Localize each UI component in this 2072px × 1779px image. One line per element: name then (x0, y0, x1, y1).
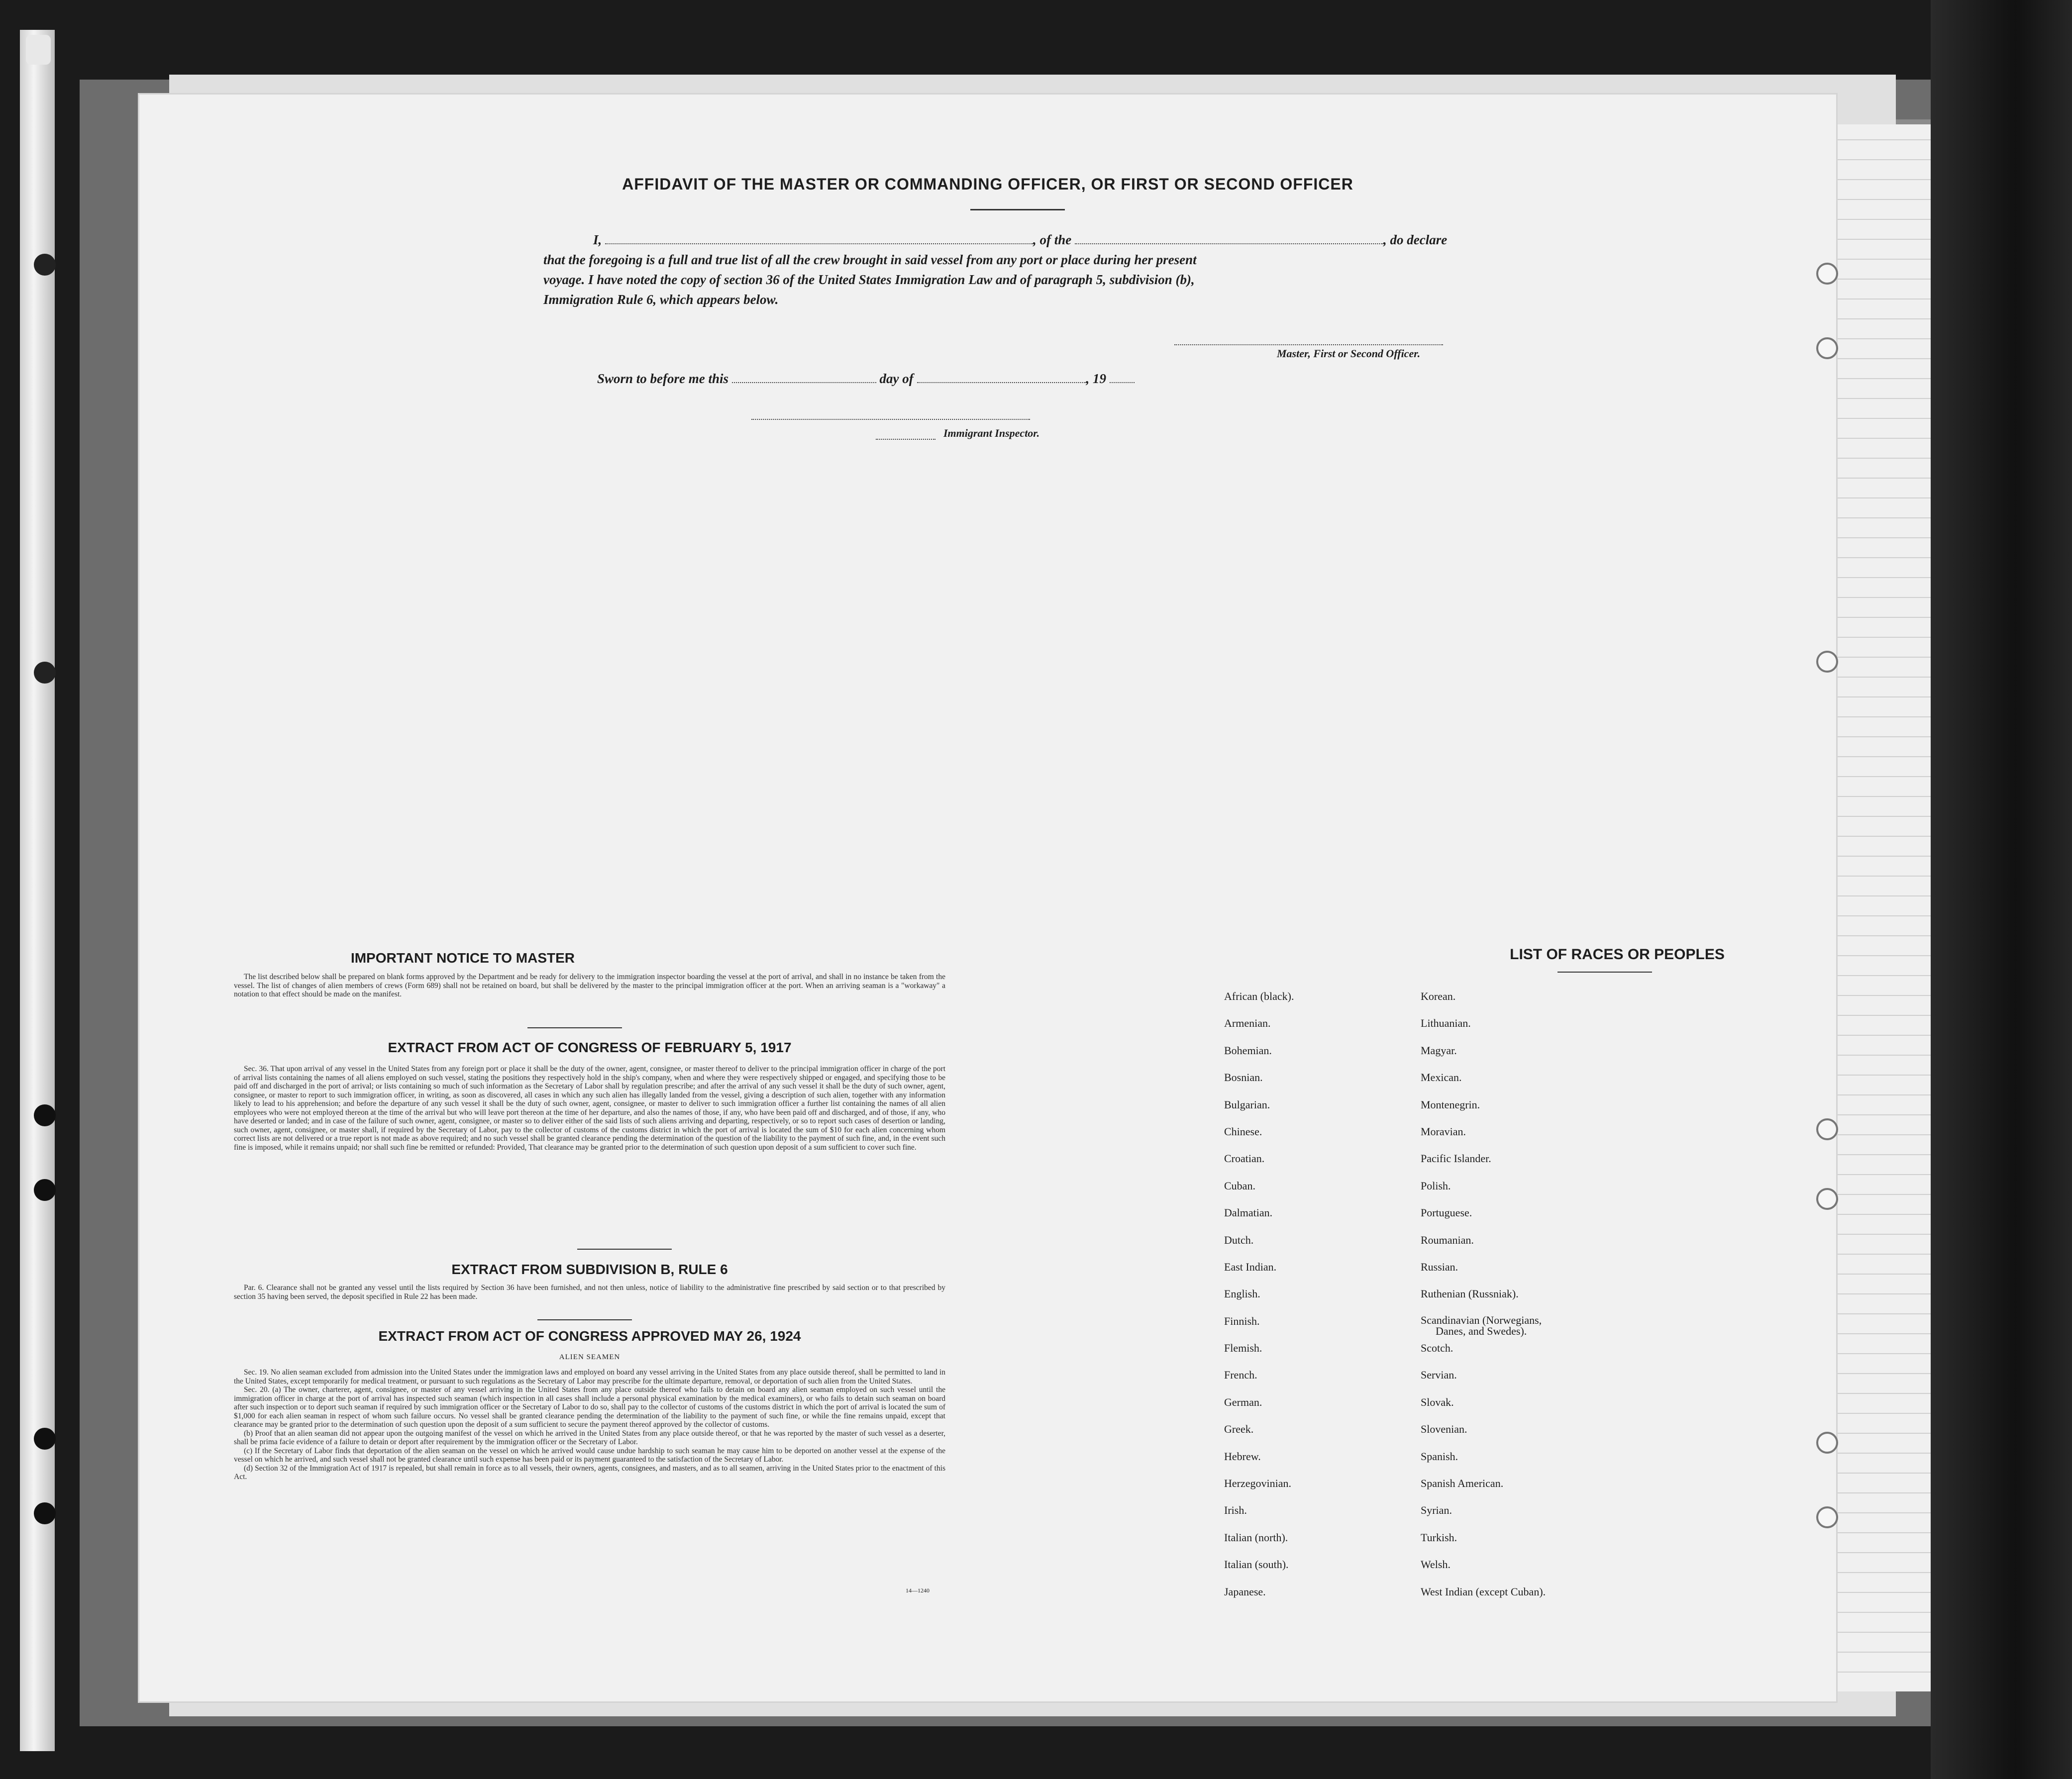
race-item: German. (1224, 1395, 1262, 1408)
races-title: LIST OF RACES OR PEOPLES (1510, 946, 1725, 963)
sec-20c-paragraph: (c) If the Secretary of Labor finds that deportation of the alien seaman on the vessel on which he arrived would cause undue hardship to such seaman he may cause him to be deported on another vessel at the expense of the vessel on which he arrived, and such vessel shall not be granted clearance until such expense has been paid or its payment guaranteed to the satisfaction of the Secretary of Labor. (234, 1446, 945, 1464)
extract-1917-title: EXTRACT FROM ACT OF CONGRESS OF FEBRUARY 5, 1917 (388, 1040, 792, 1055)
extract-1924-title: EXTRACT FROM ACT OF CONGRESS APPROVED MAY 26, 1924 (378, 1328, 801, 1344)
binder-hole (34, 1502, 56, 1524)
binder-tab (26, 35, 51, 65)
punch-hole (1816, 651, 1838, 673)
race-item: Lithuanian. (1421, 1017, 1471, 1030)
affidavit-line2: that the foregoing is a full and true list of all the crew brought in said vessel from any port or place during her present (543, 252, 1197, 267)
race-item: French. (1224, 1369, 1257, 1382)
race-item: Slovak. (1421, 1395, 1454, 1408)
year-label: , 19 (1086, 371, 1107, 386)
inspector-prefix-blank (876, 438, 935, 440)
race-item: Syrian. (1421, 1504, 1452, 1517)
affidavit-text (543, 230, 1504, 309)
punch-hole (1816, 1188, 1838, 1210)
sworn-month-blank[interactable] (917, 381, 1086, 383)
race-item: Scandinavian (Norwegians, (1421, 1313, 1542, 1326)
race-item: Spanish. (1421, 1450, 1458, 1463)
race-item: Scotch. (1421, 1342, 1453, 1355)
race-item: East Indian. (1224, 1260, 1277, 1273)
race-item-multiline (1421, 1315, 1546, 1342)
name-blank[interactable] (605, 242, 1033, 244)
race-item: Spanish American. (1421, 1477, 1504, 1490)
day-of-label: day of (879, 371, 914, 386)
sworn-year-blank[interactable] (1110, 381, 1135, 383)
section-rule (527, 1027, 622, 1028)
race-item: Korean. (1421, 990, 1456, 1002)
race-item: Bohemian. (1224, 1044, 1272, 1057)
race-item: Croatian. (1224, 1152, 1265, 1165)
sec-20b-paragraph: (b) Proof that an alien seaman did not appear upon the outgoing manifest of the vessel on which he arrived in the United States from any place outside thereof, or that he was reported by the master of such vessel as a deserter, shall be prima facie evidence of a failure to detain or deport after requirement by the immigration officer or the Secretary of Labor. (234, 1429, 945, 1446)
alien-seamen-subtitle: ALIEN SEAMEN (559, 1353, 621, 1361)
race-item: Japanese. (1224, 1585, 1266, 1598)
race-item: Dutch. (1224, 1233, 1254, 1246)
race-item: Bosnian. (1224, 1071, 1263, 1084)
affidavit-i: I, (593, 232, 602, 247)
title-rule (970, 209, 1065, 210)
race-item: Portuguese. (1421, 1206, 1472, 1219)
race-item-continued: Danes, and Swedes). (1436, 1324, 1527, 1337)
race-item: Italian (south). (1224, 1558, 1289, 1571)
race-item: Finnish. (1224, 1314, 1260, 1327)
sec-20a-paragraph: Sec. 20. (a) The owner, charterer, agent, consignee, or master of any vessel arriving in the United States from any place outside thereof who fails to detain on board any alien seaman employed on such vessel until the immigration officer in charge at the port of arrival has inspected such seaman (which inspection in all cases shall include a personal physical examination by the medical examiners), or who fails to detain such seaman on board after such inspection or to deport such seaman if required by such immigration officer or the Secretary of Labor to do so, shall pay to the collector of customs of the customs district in which the port of arrival is located the sum of $1,000 for each alien seaman in respect of whom such failure occurs. No vessel shall be granted clearance pending the determination of the liability to the payment of such fine, or while the fine remains unpaid, except that clearance may be granted prior to the determination of such question upon the deposit of a sum sufficient to secure the payment thereof approved by the collector of customs. (234, 1385, 945, 1429)
race-item: Servian. (1421, 1369, 1457, 1382)
sec-19-paragraph: Sec. 19. No alien seaman excluded from admission into the United States under the immigration laws and employed on board any vessel arriving in the United States from any place outside thereof, shall be permitted to land in the United States, except temporarily for medical treatment, or pursuant to such regulations as the Secretary of Labor may prescribe for the ultimate departure, removal, or deportation of such alien from the United States. (234, 1368, 945, 1385)
affidavit-line4: Immigration Rule 6, which appears below. (543, 292, 779, 307)
affidavit-declare: , do declare (1383, 232, 1448, 247)
race-item: Ruthenian (Russniak). (1421, 1287, 1519, 1300)
race-item: Herzegovinian. (1224, 1477, 1291, 1490)
race-item: Moravian. (1421, 1125, 1466, 1138)
notice-paragraph: The list described below shall be prepared on blank forms approved by the Department and be ready for delivery to the immigration inspector boarding the vessel at the port of arrival, and shall in no instance be taken from the vessel. The list of changes of alien members of crews (Form 689) shall not be retained on board, but shall be delivered by the master to the principal immigration officer at the port. When an arriving seaman is a "workaway" a notation to that effect should be made on the manifest. (234, 973, 945, 998)
vessel-blank[interactable] (1075, 242, 1383, 244)
notice-text (234, 973, 945, 999)
sworn-line (597, 371, 1135, 387)
punch-hole (1816, 263, 1838, 285)
race-item: Flemish. (1224, 1342, 1262, 1355)
race-item: English. (1224, 1287, 1260, 1300)
race-item: Mexican. (1421, 1071, 1462, 1084)
race-item: Cuban. (1224, 1179, 1255, 1192)
binder-hole (34, 662, 56, 684)
binder-hole (34, 1428, 56, 1450)
race-item: Greek. (1224, 1423, 1254, 1436)
punch-hole (1816, 1118, 1838, 1140)
binder-hole (34, 1179, 56, 1201)
race-item: African (black). (1224, 990, 1294, 1002)
binder-hole (34, 1104, 56, 1126)
affidavit-line3: voyage. I have noted the copy of section 36 of the United States Immigration Law and of paragraph 5, subdivision (b), (543, 272, 1195, 287)
race-item: Italian (north). (1224, 1531, 1288, 1544)
sworn-day-blank[interactable] (732, 381, 876, 383)
inspector-label: Immigrant Inspector. (943, 427, 1040, 439)
form-number: 14—1240 (906, 1587, 930, 1594)
extract-1924-text (234, 1368, 945, 1482)
race-item: West Indian (except Cuban). (1421, 1585, 1546, 1598)
race-item: Magyar. (1421, 1044, 1457, 1057)
binder-hole (34, 254, 56, 276)
sworn-label: Sworn to before me this (597, 371, 729, 386)
rule6-text (234, 1284, 945, 1301)
race-item: Pacific Islander. (1421, 1152, 1491, 1165)
section-rule (577, 1249, 672, 1250)
race-item: Polish. (1421, 1179, 1451, 1192)
punch-hole (1816, 1432, 1838, 1454)
master-signature-label: Master, First or Second Officer. (1277, 347, 1421, 360)
race-item: Irish. (1224, 1504, 1247, 1517)
race-item: Armenian. (1224, 1017, 1271, 1030)
manifest-page (139, 95, 1836, 1701)
race-item: Hebrew. (1224, 1450, 1261, 1463)
race-item: Slovenian. (1421, 1423, 1467, 1436)
race-item: Roumanian. (1421, 1233, 1474, 1246)
affidavit-title: AFFIDAVIT OF THE MASTER OR COMMANDING OFFICER, OR FIRST OR SECOND OFFICER (622, 175, 1353, 193)
binder-strip (20, 30, 55, 1751)
race-item: Dalmatian. (1224, 1206, 1273, 1219)
master-signature-blank[interactable] (1174, 343, 1443, 345)
races-column-1 (1224, 990, 1294, 1612)
extract-1917-paragraph: Sec. 36. That upon arrival of any vessel in the United States from any foreign port or place it shall be the duty of the owner, agent, consignee, or master thereof to deliver to the principal immigration officer in charge of the port of arrival lists containing the names of all aliens employed on such vessel, stating the positions they respectively hold in the ship's company, when and where they were respectively shipped or engaged, and specifying those to be paid off and discharged in the port of arrival; or lists containing so much of such information as the Secretary of Labor shall by regulation prescribe; and after the arrival of any such vessel it shall be the duty of such owner, agent, consignee, or master to report to such immigration officer, in writing, as soon as discovered, all cases in which any such alien has illegally landed from the vessel, giving a description of such alien, together with any information likely to lead to his apprehension; and before the departure of any such vessel it shall be the duty of such owner, agent, consignee, or master to deliver to such immigration officer a further list containing the names of all alien employees who were not employed thereon at the time of the arrival but who will leave port thereon at the time of her departure, and also the names of those, if any, who have been paid off and discharged, and of those, if any, who have deserted or landed; and in case of the failure of such owner, agent, consignee, or master so to deliver either of the said lists of such aliens arriving and departing, respectively, or so to report such cases of desertion or landing, such owner, agent, consignee, or master shall, if required by the Secretary of Labor, pay to the collector of customs of the customs district in which the port of arrival is located the sum of $10 for each alien concerning whom correct lists are not delivered or a true report is not made as above required; and no such vessel shall be granted clearance pending the determination of the question of the liability to the payment of such fine, and, in the event such fine is imposed, while it remains unpaid; nor shall such fine be remitted or refunded: Provided, That clearance may be granted prior to the determination of such question upon deposit of a sum sufficient to cover such fine. (234, 1065, 945, 1152)
race-item: Bulgarian. (1224, 1098, 1270, 1111)
race-item: Russian. (1421, 1260, 1458, 1273)
notice-title: IMPORTANT NOTICE TO MASTER (350, 950, 575, 966)
races-column-2 (1421, 990, 1546, 1612)
rule6-title: EXTRACT FROM SUBDIVISION B, RULE 6 (451, 1262, 728, 1277)
inspector-signature-blank[interactable] (751, 418, 1030, 420)
right-edge (1931, 0, 2072, 1779)
race-item: Montenegrin. (1421, 1098, 1480, 1111)
race-item: Turkish. (1421, 1531, 1457, 1544)
affidavit-of: , of the (1033, 232, 1072, 247)
extract-1917-text (234, 1065, 945, 1152)
punch-hole (1816, 1506, 1838, 1528)
section-rule (537, 1319, 632, 1320)
races-rule (1557, 972, 1652, 973)
race-item: Welsh. (1421, 1558, 1450, 1571)
sec-20d-paragraph: (d) Section 32 of the Immigration Act of 1917 is repealed, but shall remain in force as to all vessels, their owners, agents, consignees, and masters, and as to all seamen, arriving in the United States prior to the enactment of this Act. (234, 1464, 945, 1481)
race-item: Chinese. (1224, 1125, 1262, 1138)
punch-hole (1816, 337, 1838, 359)
rule6-paragraph: Par. 6. Clearance shall not be granted any vessel until the lists required by Section 36 have been furnished, and not then unless, notice of liability to the administrative fine prescribed by said section or to that prescribed by section 35 having been served, the deposit specified in Rule 22 has been made. (234, 1284, 945, 1301)
